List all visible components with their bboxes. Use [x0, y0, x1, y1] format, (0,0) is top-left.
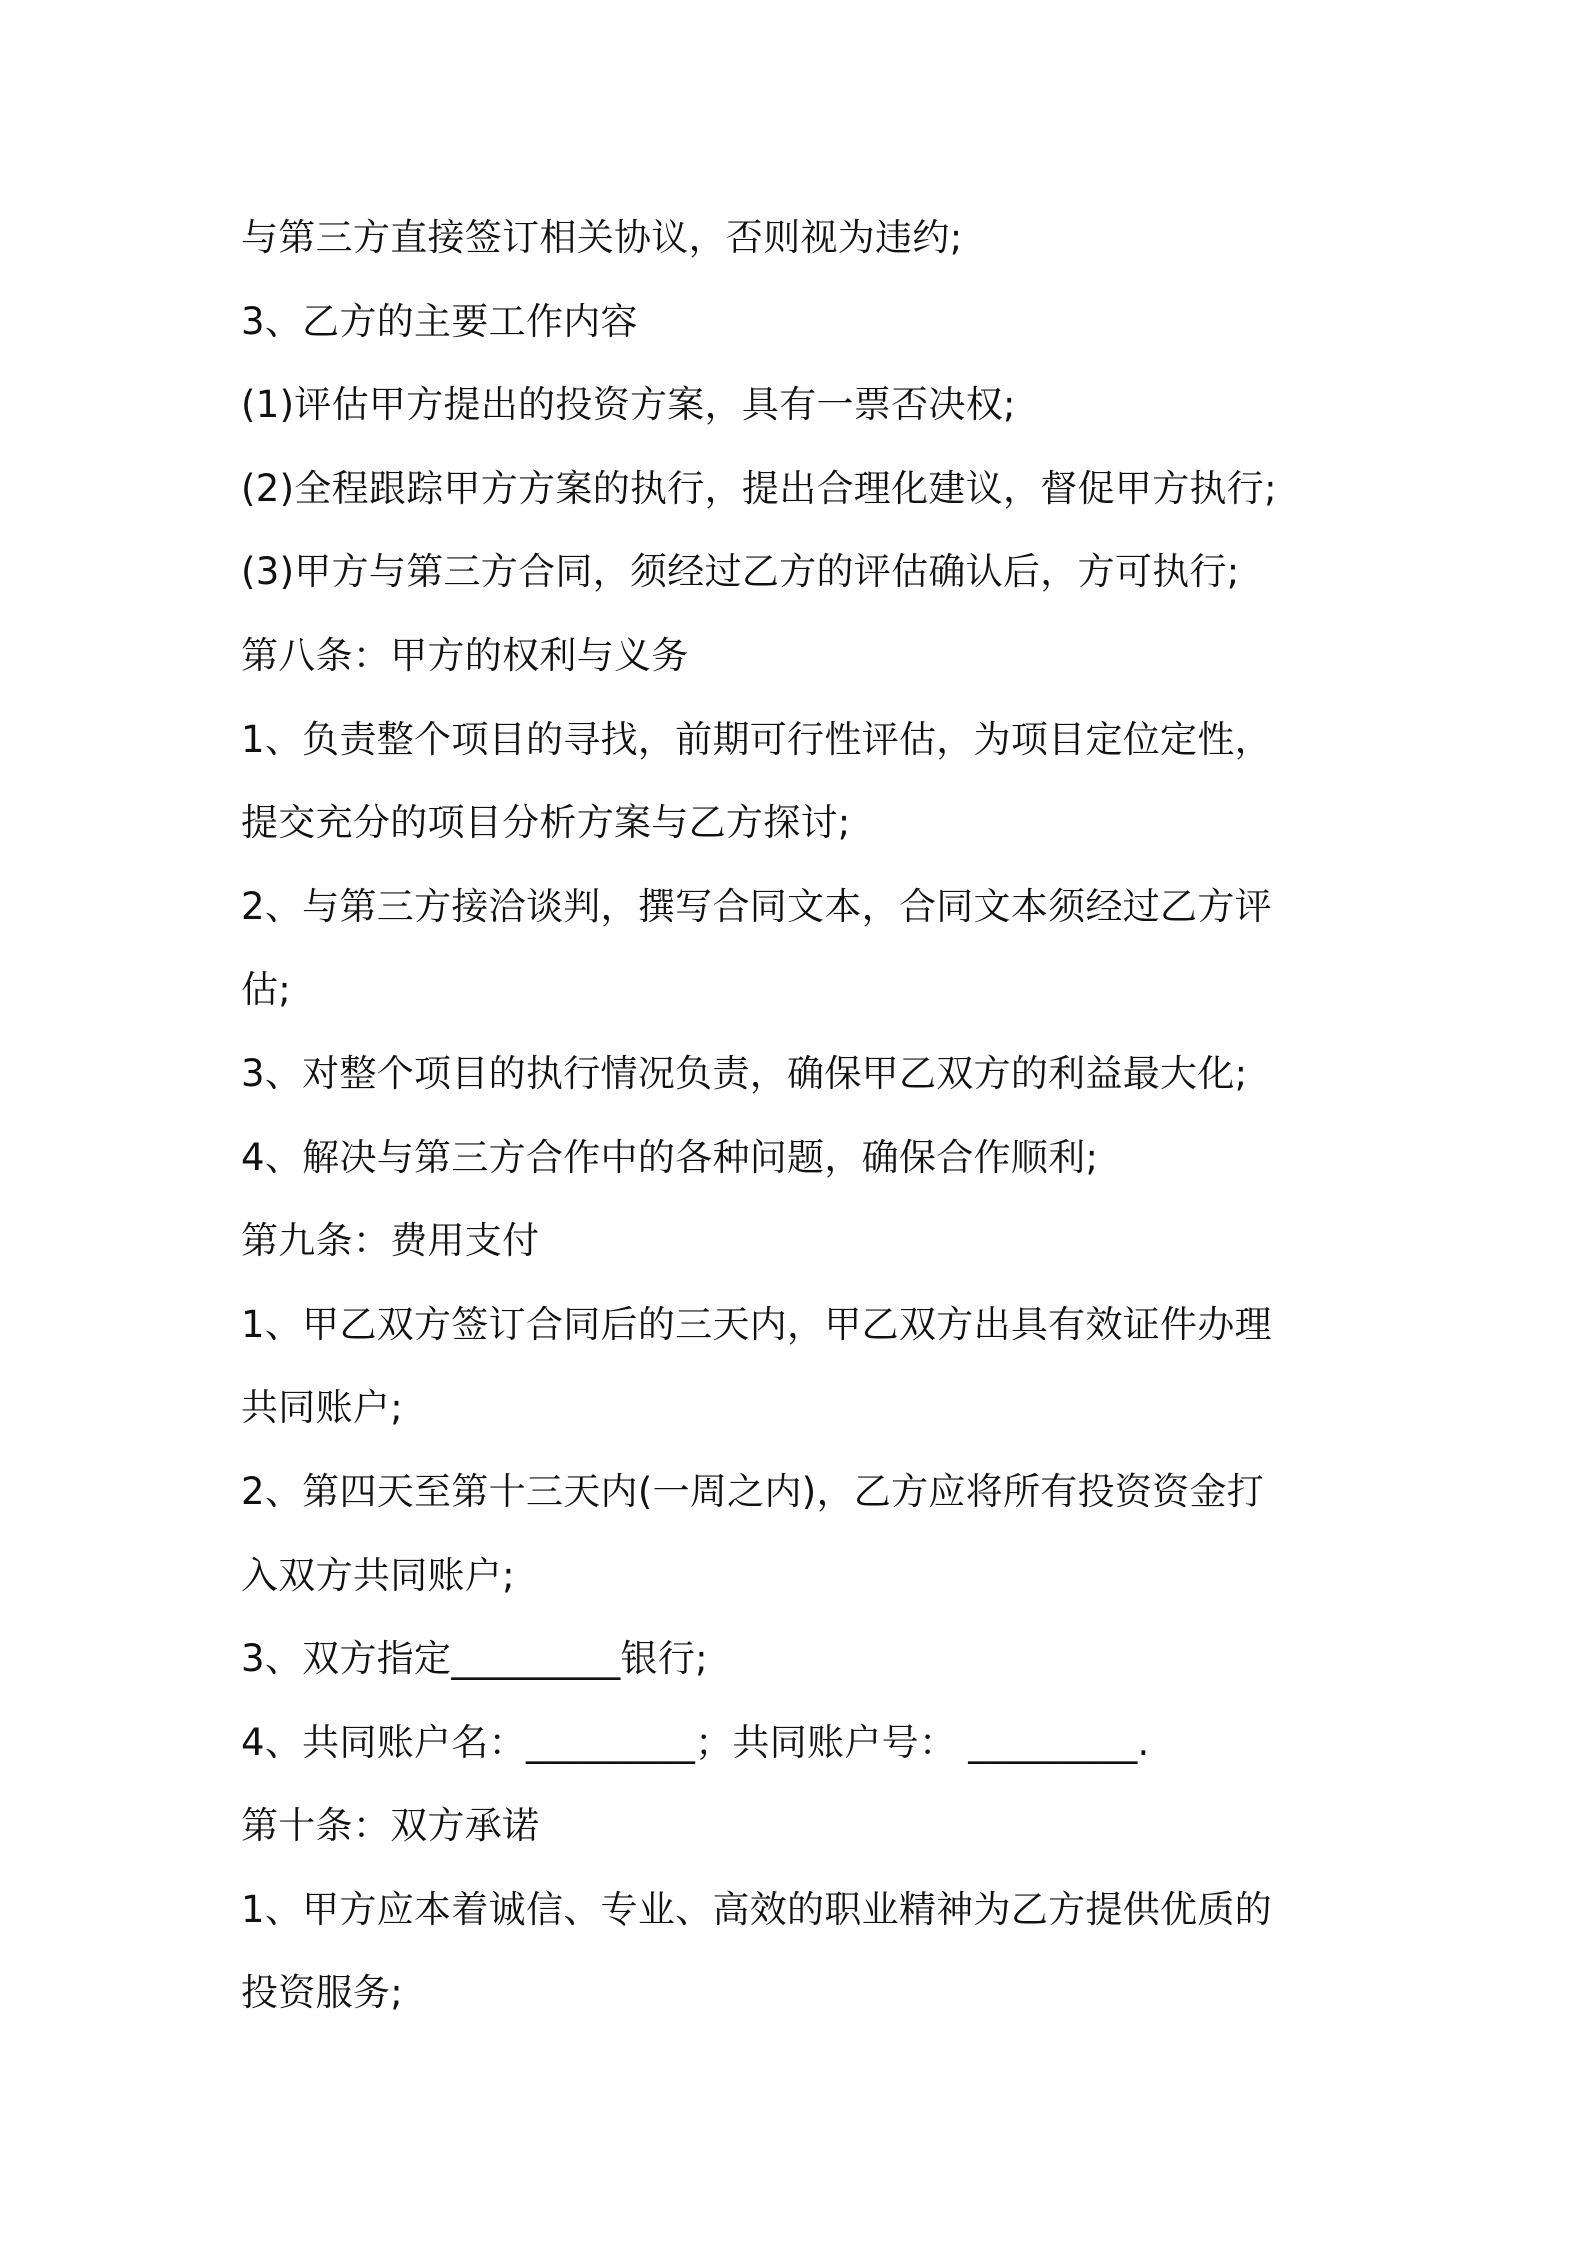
- text-line: 投资服务;: [241, 1971, 403, 2015]
- text-line: 与第三方直接签订相关协议，否则视为违约;: [241, 216, 963, 259]
- text-line: 1、甲乙双方签订合同后的三天内，甲乙双方出具有效证件办理: [241, 1302, 1272, 1346]
- text-line: 4、解决与第三方合作中的各种问题，确保合作顺利;: [241, 1135, 1099, 1179]
- text-line: 共同账户;: [241, 1386, 403, 1430]
- text-line: (2)全程跟踪甲方方案的执行，提出合理化建议，督促甲方执行;: [241, 466, 1277, 510]
- text-line: 1、负责整个项目的寻找，前期可行性评估，为项目定位定性，: [241, 717, 1272, 761]
- text-line: 1、甲方应本着诚信、专业、高效的职业精神为乙方提供优质的: [241, 1887, 1272, 1931]
- article-heading: 第八条：甲方的权利与义务: [241, 633, 689, 677]
- text-line: 2、与第三方接洽谈判，撰写合同文本，合同文本须经过乙方评: [241, 884, 1272, 928]
- article-heading: 第十条：双方承诺: [241, 1804, 540, 1848]
- text-line: 提交充分的项目分析方案与乙方探讨;: [241, 801, 851, 845]
- article-heading: 第九条：费用支付: [241, 1219, 540, 1263]
- text-line: 3、双方指定_________银行;: [241, 1637, 708, 1681]
- text-line: 入双方共同账户;: [241, 1553, 515, 1597]
- text-line: 3、对整个项目的执行情况负责，确保甲乙双方的利益最大化;: [241, 1051, 1248, 1095]
- text-line: 估;: [241, 968, 292, 1012]
- text-line: 4、共同账户名：_________；共同账户号： _________.: [241, 1720, 1150, 1764]
- document-body: [241, 196, 1371, 2035]
- section-heading: 3、乙方的主要工作内容: [241, 299, 638, 343]
- text-line: 2、第四天至第十三天内(一周之内)，乙方应将所有投资资金打: [241, 1469, 1265, 1513]
- text-line: (3)甲方与第三方合同，须经过乙方的评估确认后，方可执行;: [241, 550, 1240, 594]
- text-line: (1)评估甲方提出的投资方案，具有一票否决权;: [241, 383, 1016, 427]
